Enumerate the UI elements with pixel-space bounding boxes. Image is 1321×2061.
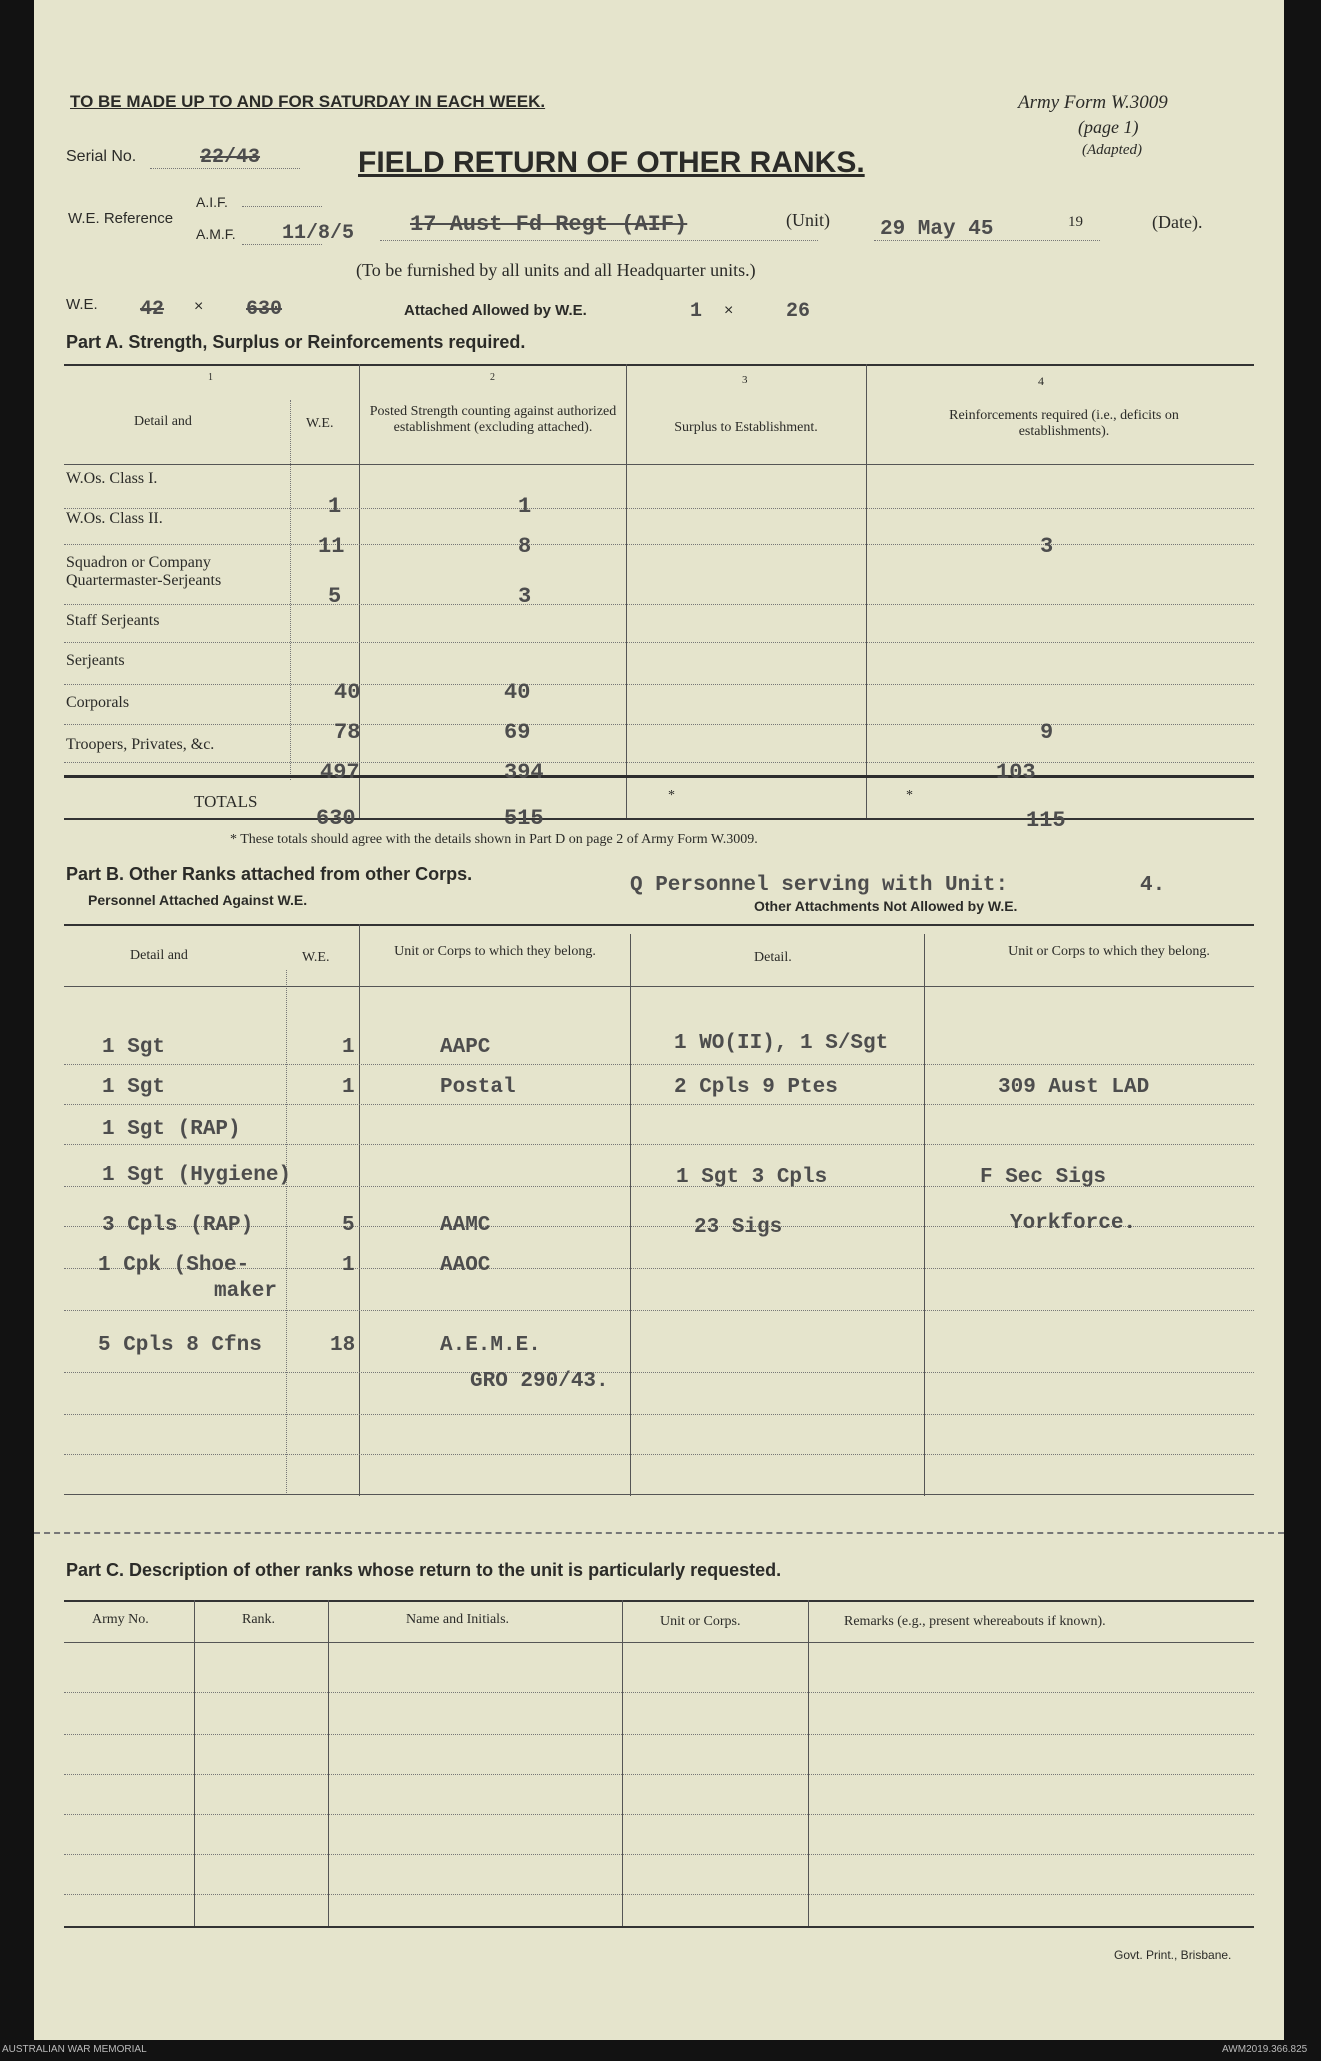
part-b-col-unit: Unit or Corps to which they belong.: [394, 944, 596, 959]
totals-star-a: *: [668, 788, 675, 803]
posted-pte: 69: [504, 720, 531, 745]
part-a-col-reinf: Reinforcements required (i.e., deficits on establishments).: [949, 408, 1179, 439]
pb-left-we-5: 1: [342, 1254, 355, 1277]
row-label-cqms: Squadron or Company Quartermaster-Serjeants: [66, 554, 222, 589]
part-a-col-surplus: Surplus to Establishment.: [674, 420, 818, 435]
pb-left-unit-0: AAPC: [440, 1036, 491, 1059]
col-num-1: 1: [208, 372, 213, 383]
part-c-title: Part C. Description of other ranks whose return to the unit is particularly requested.: [66, 1560, 782, 1580]
pb-left-unit-8: GRO 290/43.: [470, 1370, 609, 1393]
attached-value-a: 1: [690, 300, 703, 323]
year-prefix: 19: [1068, 214, 1083, 230]
we-pte: 78: [334, 720, 361, 745]
pb-left-we-0: 1: [342, 1036, 355, 1059]
pb-left-detail-3: 1 Sgt (Hygiene): [102, 1164, 292, 1187]
posted-wo2: 8: [518, 534, 532, 559]
totals-posted: 515: [504, 806, 544, 831]
pb-left-detail-5: 1 Cpk (Shoe-: [98, 1254, 250, 1277]
part-a-col-detail: Detail and: [134, 414, 192, 429]
part-c-col-unit: Unit or Corps.: [660, 1614, 741, 1629]
amf-value: 11/8/5: [282, 222, 355, 245]
reinf-other: 103: [996, 760, 1036, 785]
totals-star-b: *: [906, 788, 913, 803]
form-title: FIELD RETURN OF OTHER RANKS.: [358, 146, 865, 179]
we-other: 497: [320, 760, 360, 785]
posted-wo1: 1: [518, 494, 532, 519]
pb-left-detail-7: 5 Cpls 8 Cfns: [98, 1334, 262, 1357]
pb-left-we-7: 18: [330, 1334, 356, 1357]
reinf-wo2: 3: [1040, 534, 1054, 559]
row-label-sgt: Serjeants: [66, 652, 125, 669]
form-paper: [34, 0, 1284, 2040]
form-adapted: (Adapted): [1082, 142, 1142, 158]
we-wo2: 11: [318, 534, 345, 559]
we-value-b: 630: [246, 298, 283, 321]
attached-value-b: 26: [786, 300, 811, 323]
totals-we: 630: [316, 806, 356, 831]
amf-label: A.M.F.: [196, 226, 236, 242]
unit-label: (Unit): [786, 210, 830, 230]
col-num-3: 3: [742, 374, 748, 386]
part-b-sub-left: Personnel Attached Against W.E.: [88, 892, 308, 908]
aif-label: A.I.F.: [196, 194, 228, 210]
row-label-wo1: W.Os. Class I.: [66, 470, 158, 487]
we-value-a: 42: [140, 298, 165, 321]
pb-right-unit-1: 309 Aust LAD: [998, 1076, 1150, 1099]
date-label: (Date).: [1152, 212, 1203, 232]
part-b-col-detail: Detail and: [130, 948, 188, 963]
row-label-wo2: W.Os. Class II.: [66, 510, 163, 527]
posted-cqms: 3: [518, 584, 532, 609]
pb-left-unit-1: Postal: [440, 1076, 516, 1099]
row-label-ssgt: Staff Serjeants: [66, 612, 160, 629]
pb-left-unit-5: AAOC: [440, 1254, 491, 1277]
we-label: W.E.: [66, 296, 98, 313]
totals-footnote: * These totals should agree with the details shown in Part D on page 2 of Army Form W.3009.: [230, 832, 758, 847]
instruction-heading: TO BE MADE UP TO AND FOR SATURDAY IN EACH WEEK.: [70, 92, 546, 111]
totals-label: TOTALS: [194, 792, 258, 811]
pb-right-unit-2: F Sec Sigs: [980, 1166, 1107, 1189]
part-c-col-rank: Rank.: [242, 1612, 276, 1627]
pb-left-detail-4: 3 Cpls (RAP): [102, 1214, 254, 1237]
row-label-cpl: Corporals: [66, 694, 130, 711]
posted-cpl: 40: [504, 680, 531, 705]
serial-label: Serial No.: [66, 148, 137, 165]
attached-x: ×: [724, 302, 734, 319]
pb-left-detail-0: 1 Sgt: [102, 1036, 166, 1059]
archive-left: AUSTRALIAN WAR MEMORIAL: [2, 2044, 147, 2055]
archive-footer: [0, 2040, 1321, 2061]
we-cqms: 5: [328, 584, 342, 609]
furnished-note: (To be furnished by all units and all Headquarter units.): [356, 260, 756, 280]
we-wo1: 1: [328, 494, 342, 519]
pb-left-detail-6: maker: [214, 1280, 278, 1303]
pb-left-we-4: 5: [342, 1214, 355, 1237]
part-b-col-unit-right: Unit or Corps to which they belong.: [1008, 944, 1210, 959]
pb-left-unit-7: A.E.M.E.: [440, 1334, 541, 1357]
archive-right: AWM2019.366.825: [1222, 2044, 1308, 2055]
part-a-col-posted: Posted Strength counting against authorized establishment (excluding attached).: [369, 404, 617, 435]
pb-right-detail-2: 1 Sgt 3 Cpls: [676, 1166, 828, 1189]
form-page: (page 1): [1078, 117, 1139, 137]
pb-left-detail-2: 1 Sgt (RAP): [102, 1118, 241, 1141]
pb-left-unit-4: AAMC: [440, 1214, 491, 1237]
part-b-col-detail-right: Detail.: [754, 950, 792, 965]
part-b-col-we: W.E.: [302, 950, 330, 965]
part-a-col-we: W.E.: [306, 416, 334, 431]
printer-imprint: Govt. Print., Brisbane.: [1114, 1948, 1232, 1962]
pb-left-we-1: 1: [342, 1076, 355, 1099]
part-c-col-army-no: Army No.: [92, 1612, 149, 1627]
totals-reinf: 115: [1026, 808, 1066, 833]
we-x: ×: [194, 298, 204, 315]
unit-value: 17 Aust Fd Regt (AIF): [410, 212, 688, 237]
serial-value: 22/43: [200, 146, 261, 169]
pb-right-detail-1: 2 Cpls 9 Ptes: [674, 1076, 838, 1099]
we-reference-label: W.E. Reference: [68, 210, 174, 227]
part-b-sub-right: Other Attachments Not Allowed by W.E.: [754, 898, 1018, 914]
date-value: 29 May 45: [880, 218, 994, 241]
we-cpl: 40: [334, 680, 361, 705]
part-b-title: Part B. Other Ranks attached from other Corps.: [66, 864, 473, 884]
q-personnel: Q Personnel serving with Unit:: [630, 874, 1009, 897]
reinf-pte: 9: [1040, 720, 1054, 745]
col-num-4: 4: [1038, 374, 1044, 388]
attached-label: Attached Allowed by W.E.: [404, 302, 587, 319]
part-c-col-name: Name and Initials.: [406, 1612, 510, 1627]
part-a-title: Part A. Strength, Surplus or Reinforcements required.: [66, 332, 526, 352]
posted-other: 394: [504, 760, 544, 785]
col-num-2: 2: [490, 372, 495, 383]
pb-right-detail-0: 1 WO(II), 1 S/Sgt: [674, 1032, 889, 1055]
part-c-col-remarks: Remarks (e.g., present whereabouts if known).: [844, 1614, 1106, 1629]
pb-right-unit-3: Yorkforce.: [1010, 1212, 1137, 1235]
pb-left-detail-1: 1 Sgt: [102, 1076, 166, 1099]
pb-right-detail-3: 23 Sigs: [694, 1216, 783, 1239]
row-label-pte: Troopers, Privates, &c.: [66, 736, 215, 753]
form-name: Army Form W.3009: [1018, 92, 1168, 113]
q-count: 4.: [1140, 874, 1166, 897]
